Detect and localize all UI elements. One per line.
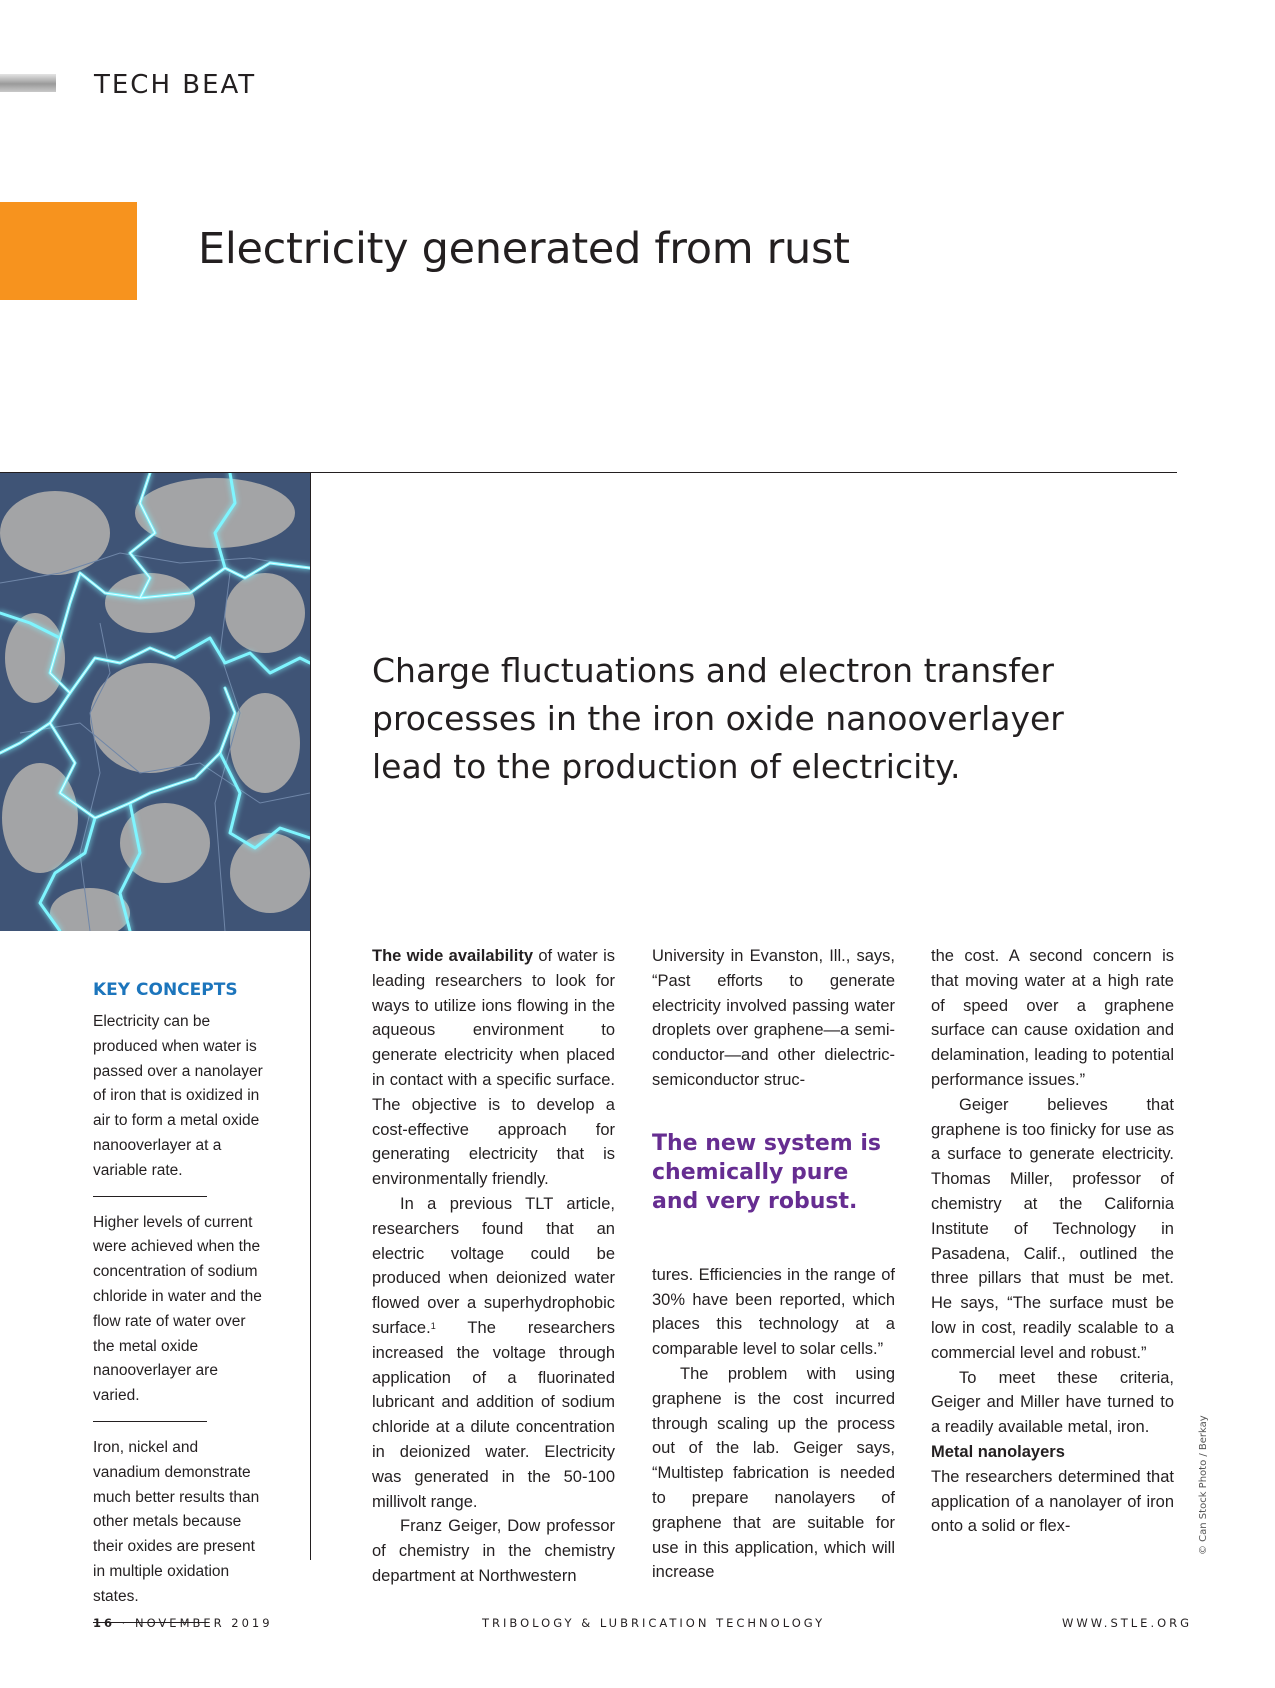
body-paragraph: The researchers determined that application of a nanolayer of iron onto a solid or flex- <box>931 1467 1174 1536</box>
key-concepts-sidebar <box>93 980 263 1637</box>
body-paragraph: The problem with using graphene is the cost incurred through scaling up the process out of the lab. Geiger says, “Multistep fabrication is needed to prepare nanolayers of graphene that are suitable for use in this application, which will increase <box>652 1364 895 1582</box>
subhead: Metal nanolayers <box>931 1442 1065 1461</box>
electric-rust-image <box>0 473 310 931</box>
body-text: In a previous TLT article, researchers found that an electric voltage could be produced when deionized water flowed over a superhydrophobic surface. <box>372 1194 615 1337</box>
body-column-2 <box>652 944 895 1585</box>
body-paragraph <box>372 944 615 1192</box>
key-concept-divider <box>93 1196 207 1197</box>
footer-separator: · <box>121 1616 129 1630</box>
key-concept-item: Iron, nickel and vanadium demonstrate much better results than other metals because their oxides are present in multiple oxidation states. <box>93 1438 260 1605</box>
website-link[interactable]: WWW.STLE.ORG <box>1062 1616 1193 1630</box>
footer-folio <box>93 1616 273 1630</box>
publication-name: TRIBOLOGY & LUBRICATION TECHNOLOGY <box>482 1616 826 1630</box>
body-paragraph: To meet these criteria, Geiger and Miller have turned to a readily available metal, iron. <box>931 1368 1174 1437</box>
body-paragraph: University in Evanston, Ill., says, “Past efforts to generate electricity involved passing water droplets over graphene—a semi-conductor—and other dielectric-semiconductor struc- <box>652 947 895 1089</box>
body-paragraph: the cost. A second concern is that moving water at a high rate of speed over a graphene surface can cause oxidation and delamination, leading to potential performance issues.” <box>931 947 1174 1089</box>
body-paragraph: Franz Geiger, Dow professor of chemistry in the chemistry department at Northwestern <box>372 1517 615 1585</box>
body-text: The researchers increased the voltage through application of a fluorinated lubricant and addition of sodium chloride at a dilute concentration in deionized water. Electricity was generated in the 50-100 millivolt range. <box>372 1318 615 1511</box>
photo-credit: © Can Stock Photo / Berkay <box>1198 1415 1209 1555</box>
page-number: 16 <box>93 1616 116 1630</box>
key-concepts-title: KEY CONCEPTS <box>93 980 238 1000</box>
body-paragraph <box>372 1192 615 1514</box>
section-tab-bar <box>0 74 56 92</box>
footnote-reference: 1 <box>430 1320 436 1331</box>
pull-quote: The new system is chemically pure and very robust. <box>652 1130 882 1214</box>
key-concept-item: Higher levels of current were achieved when the concentration of sodium chloride in water and the flow rate of water over the metal oxide nanooverlayer are varied. <box>93 1213 262 1405</box>
section-label: TECH BEAT <box>94 70 257 100</box>
body-text: of water is leading researchers to look for ways to utilize ions flowing in the aqueous environment to generate electricity when placed in contact with a specific surface. The objective is to develop a cost-effective approach for generating electricity that is environmentally friendly. <box>372 947 616 1189</box>
vertical-divider <box>310 472 311 1560</box>
body-column-3 <box>931 944 1174 1539</box>
body-column-1 <box>372 944 615 1589</box>
body-paragraph: tures. Efficiencies in the range of 30% have been reported, which places this technology at a comparable level to solar cells.” <box>652 1265 895 1359</box>
article-deck: Charge fluctuations and electron transfer processes in the iron oxide nanooverlayer lead to the production of electricity. <box>372 651 1064 786</box>
accent-block <box>0 202 137 300</box>
key-concept-divider <box>93 1421 207 1422</box>
key-concept-item: Electricity can be produced when water is passed over a nanolayer of iron that is oxidized in air to form a metal oxide nanooverlayer at a variable rate. <box>93 1013 263 1179</box>
body-paragraph: Geiger believes that graphene is too finicky for use as a surface to generate electricity. Thomas Miller, professor of chemistry at the California Institute of Technology in Pasadena, Calif., outlined the three pillars that must be met. He says, “The surface must be low in cost, readily scalable to a commercial level and robust.” <box>931 1095 1174 1362</box>
issue-date: NOVEMBER 2019 <box>134 1616 273 1630</box>
article-title: Electricity generated from rust <box>198 224 850 274</box>
lead-in: The wide availability <box>372 947 534 965</box>
